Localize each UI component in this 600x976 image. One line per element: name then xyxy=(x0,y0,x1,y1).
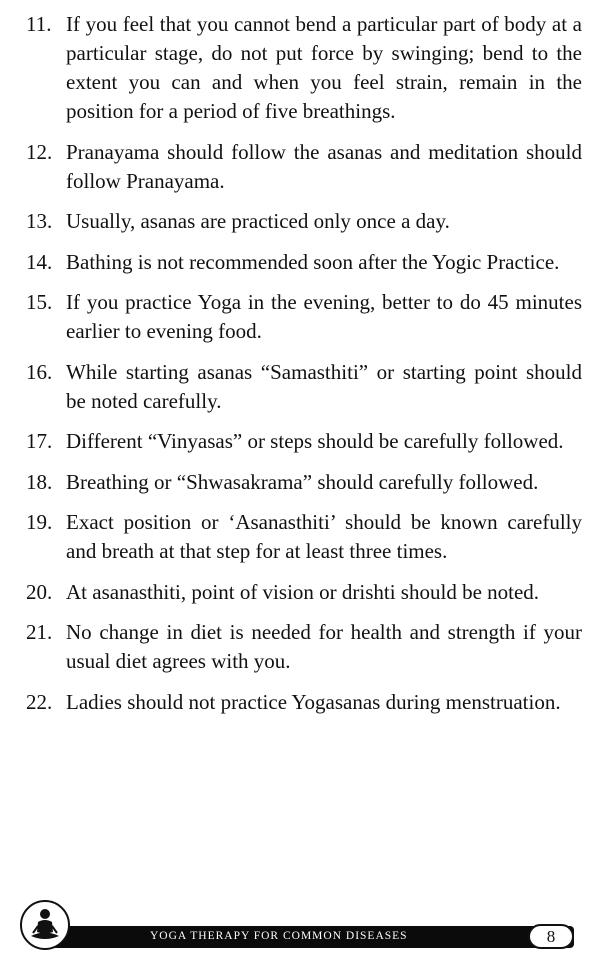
item-text: Exact position or ‘Asanasthiti’ should be known carefully and breath at that step for at least three times. xyxy=(66,510,582,563)
list-item xyxy=(26,468,582,497)
item-text: At asanasthiti, point of vision or drishti should be noted. xyxy=(66,579,540,604)
item-text: Usually, asanas are practiced only once a day. xyxy=(66,209,450,233)
item-text: Different “Vinyasas” or steps should be carefully followed. xyxy=(66,429,564,453)
footer-title: YOGA THERAPY FOR COMMON DISEASES xyxy=(150,930,408,942)
list-item xyxy=(26,618,582,676)
list-item xyxy=(26,207,582,236)
page-footer xyxy=(20,900,580,952)
list-item xyxy=(26,10,582,126)
item-number: 22. xyxy=(26,689,53,714)
list-item xyxy=(26,427,582,456)
item-number: 11. xyxy=(26,12,52,36)
list-item xyxy=(26,138,582,196)
item-number: 21. xyxy=(26,620,53,644)
item-number: 14. xyxy=(26,249,53,274)
list-item xyxy=(26,288,582,346)
item-number: 17. xyxy=(26,429,53,453)
item-number: 12. xyxy=(26,139,53,164)
list-item xyxy=(26,248,582,277)
item-number: 15. xyxy=(26,290,53,314)
list-item xyxy=(26,508,582,566)
item-text: Pranayama should follow the asanas and meditation should follow Pranayama. xyxy=(66,139,582,193)
item-number: 18. xyxy=(26,469,53,494)
item-number: 16. xyxy=(26,359,53,384)
item-text: While starting asanas “Samasthiti” or starting point should be noted carefully. xyxy=(66,359,582,413)
item-text: Ladies should not practice Yogasanas during menstruation. xyxy=(66,689,561,714)
item-text: Breathing or “Shwasakrama” should carefully followed. xyxy=(66,469,539,494)
list-item xyxy=(26,578,582,607)
item-text: If you practice Yoga in the evening, better to do 45 minutes earlier to evening food. xyxy=(66,290,582,343)
item-text: No change in diet is needed for health and strength if your usual diet agrees with you. xyxy=(66,620,582,673)
item-text: If you feel that you cannot bend a particular part of body at a particular stage, do not put force by swinging; bend to the extent you can and when you feel strain, remain in the position for a period of five breathings. xyxy=(66,12,582,123)
list-item xyxy=(26,688,582,717)
page-number: 8 xyxy=(528,924,574,949)
item-text: Bathing is not recommended soon after the Yogic Practice. xyxy=(66,249,560,274)
meditating-figure-icon xyxy=(20,900,70,950)
meditating-figure-icon-svg xyxy=(22,902,68,948)
list-item xyxy=(26,358,582,416)
item-number: 13. xyxy=(26,209,53,233)
item-number: 19. xyxy=(26,510,53,534)
instruction-list xyxy=(26,10,582,728)
item-number: 20. xyxy=(26,579,53,604)
